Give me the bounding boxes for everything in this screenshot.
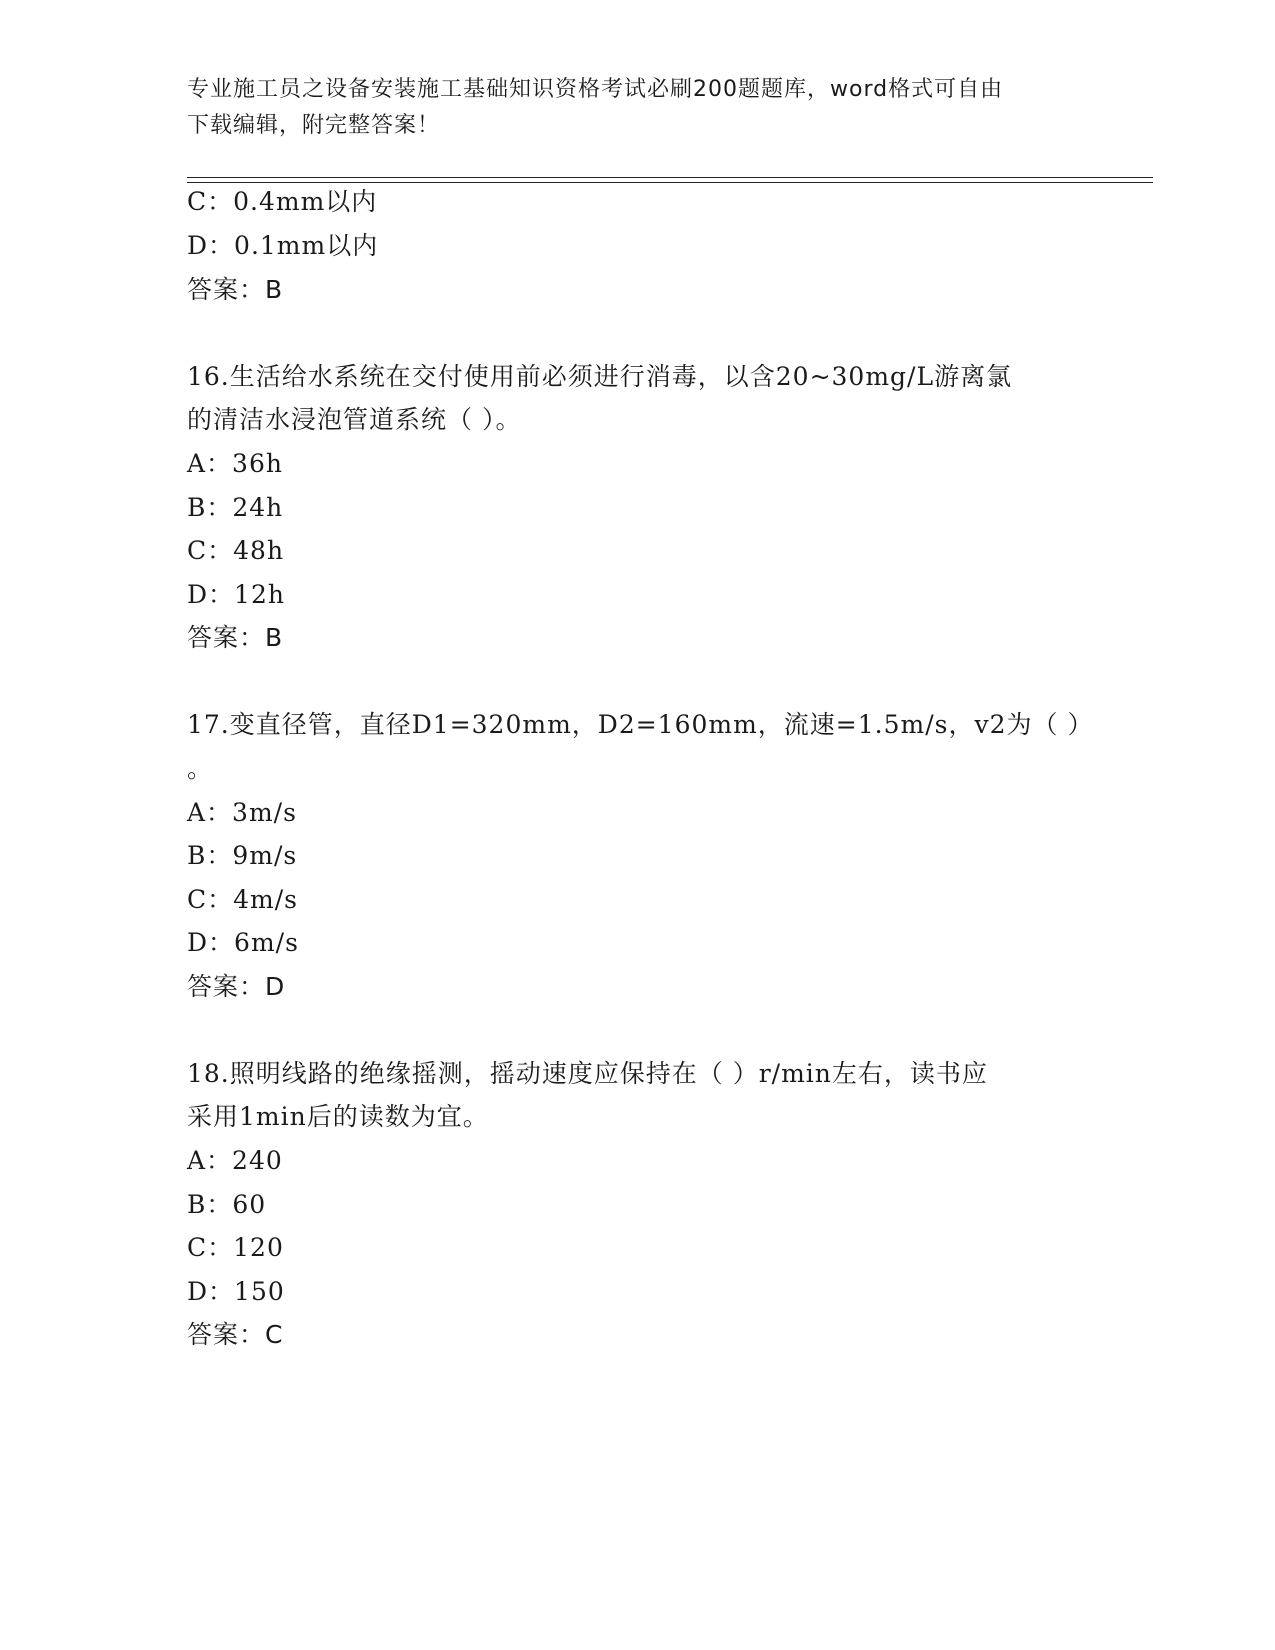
q18-option-d: D：150 <box>187 1277 285 1306</box>
q15-option-d: D：0.1mm以内 <box>187 231 379 260</box>
q16-option-b: B：24h <box>187 493 284 522</box>
header-title-line1: 专业施工员之设备安装施工基础知识资格考试必刷200题题库，word格式可自由 <box>187 77 1004 102</box>
header-divider-top <box>187 177 1153 178</box>
q16-stem-line1: 16.生活给水系统在交付使用前必须进行消毒，以含20~30mg/L游离氯 <box>187 362 1013 391</box>
q18-option-c: C：120 <box>187 1233 284 1262</box>
document-header <box>187 72 1087 144</box>
header-divider-bottom <box>187 182 1153 183</box>
q16-option-a: A：36h <box>187 449 283 478</box>
q17-stem-line2: 。 <box>187 754 214 783</box>
q18-stem-line2: 采用1min后的读数为宜。 <box>187 1102 489 1131</box>
q17-option-c: C：4m/s <box>187 885 298 914</box>
q17-option-d: D：6m/s <box>187 928 299 957</box>
q17-stem-line1: 17.变直径管，直径D1=320mm，D2=160mm，流速=1.5m/s，v2为（ ） <box>187 710 1094 739</box>
q15-option-c: C：0.4mm以内 <box>187 187 378 216</box>
q17-answer: 答案：D <box>187 972 286 1001</box>
q16-option-c: C：48h <box>187 536 285 565</box>
q16-option-d: D：12h <box>187 580 285 609</box>
q17-option-a: A：3m/s <box>187 798 297 827</box>
q18-option-b: B：60 <box>187 1190 267 1219</box>
header-title-line2: 下载编辑，附完整答案！ <box>187 113 441 138</box>
q17-option-b: B：9m/s <box>187 841 298 870</box>
q16-answer: 答案：B <box>187 623 284 652</box>
q18-answer: 答案：C <box>187 1320 284 1349</box>
q16-stem-line2: 的清洁水浸泡管道系统（ ）。 <box>187 405 522 434</box>
q15-answer: 答案：B <box>187 275 284 304</box>
q18-option-a: A：240 <box>187 1146 283 1175</box>
q18-stem-line1: 18.照明线路的绝缘摇测，摇动速度应保持在（ ）r/min左右，读书应 <box>187 1059 988 1088</box>
